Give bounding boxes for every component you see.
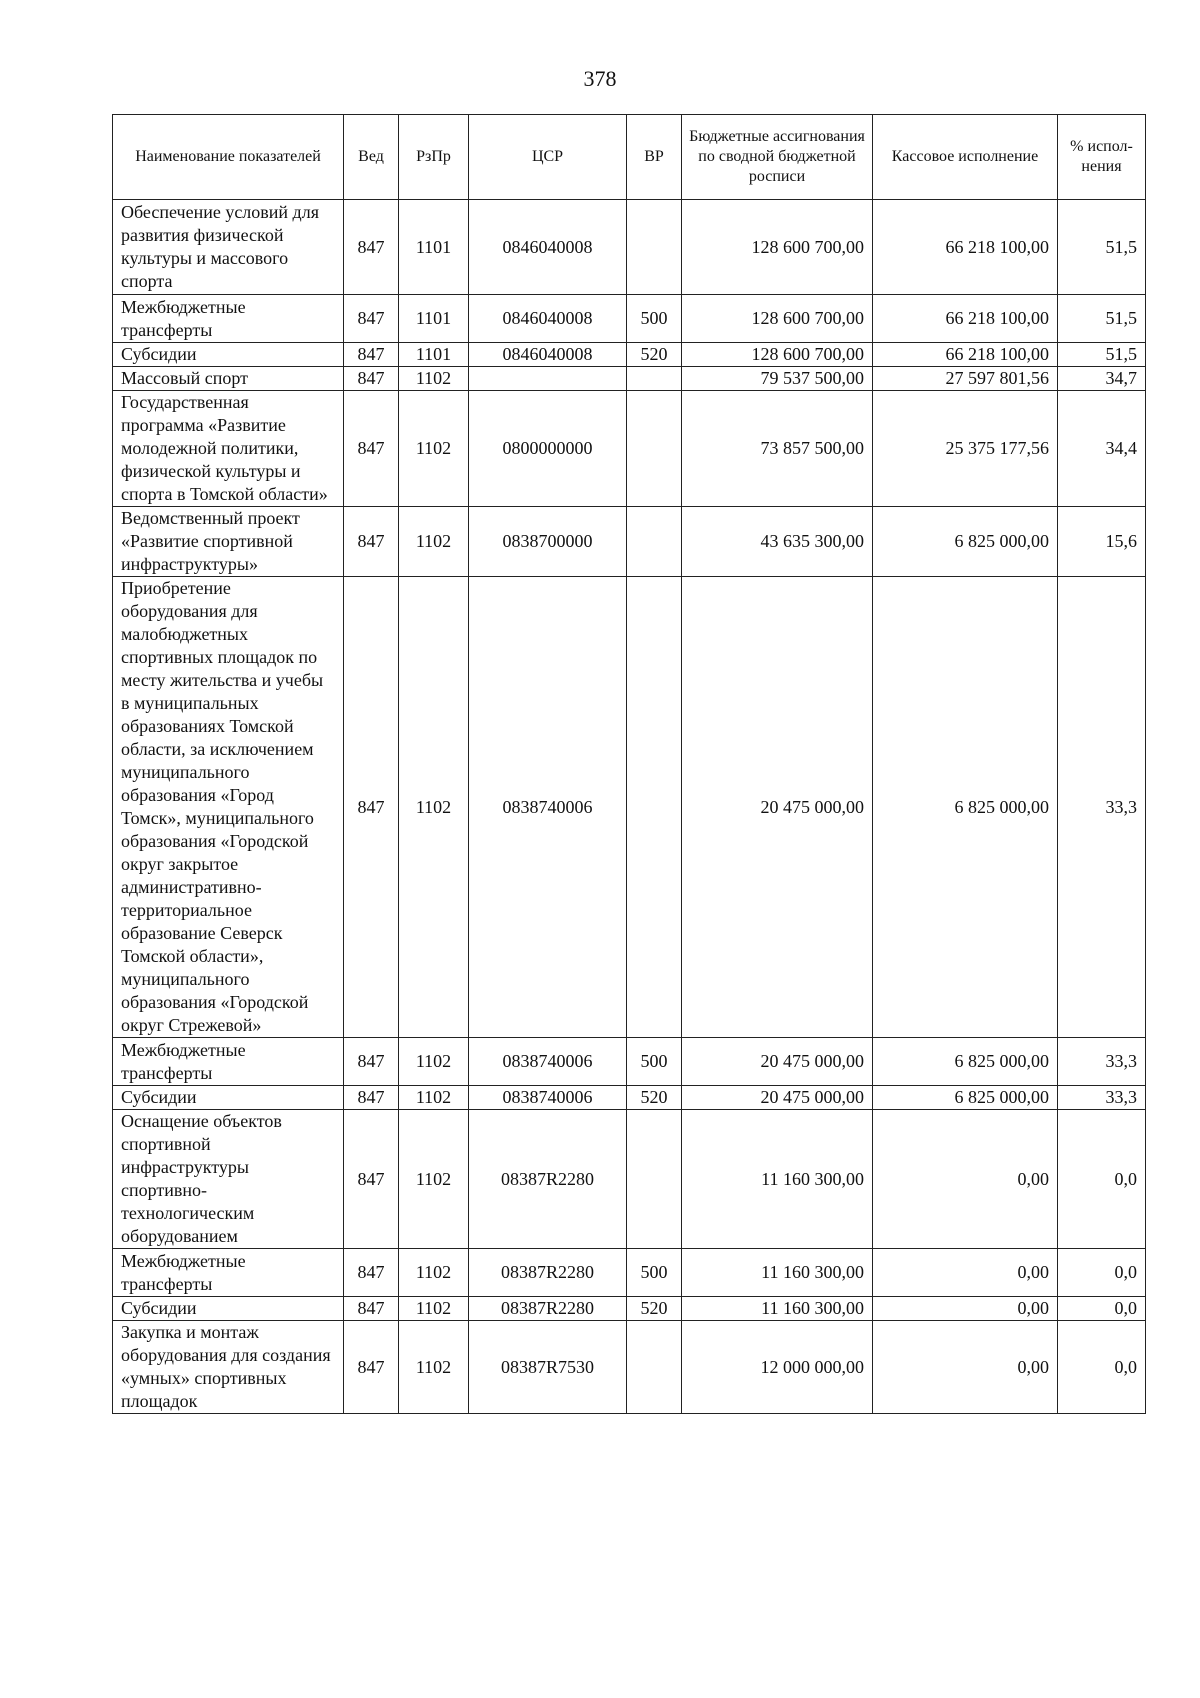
row-vr: [627, 367, 682, 391]
row-percent: 51,5: [1058, 200, 1146, 295]
row-percent: 33,3: [1058, 577, 1146, 1038]
table-row: [113, 1297, 1146, 1321]
row-budget: 128 600 700,00: [682, 295, 873, 343]
row-name: Межбюджетные трансферты: [113, 295, 344, 343]
row-rzpr: 1101: [399, 200, 469, 295]
table-row: [113, 367, 1146, 391]
row-rzpr: 1102: [399, 1297, 469, 1321]
row-ved: 847: [344, 1249, 399, 1297]
row-vr: 500: [627, 295, 682, 343]
row-percent: 33,3: [1058, 1086, 1146, 1110]
row-vr: [627, 391, 682, 507]
row-name: Оснащение объектов спортивной инфраструктуры спортивно-технологическим оборудованием: [113, 1110, 344, 1249]
header-budget: Бюджетные ассигнования по сводной бюджетной росписи: [682, 115, 873, 200]
row-name: Субсидии: [113, 1297, 344, 1321]
row-vr: 520: [627, 343, 682, 367]
row-vr: [627, 1110, 682, 1249]
header-name: Наименование показателей: [113, 115, 344, 200]
row-cash: 0,00: [873, 1110, 1058, 1249]
row-percent: 0,0: [1058, 1321, 1146, 1414]
table-row: [113, 507, 1146, 577]
row-csr: 0846040008: [469, 295, 627, 343]
row-cash: 0,00: [873, 1249, 1058, 1297]
row-csr: 0838740006: [469, 1038, 627, 1086]
row-budget: 73 857 500,00: [682, 391, 873, 507]
row-budget: 128 600 700,00: [682, 343, 873, 367]
row-ved: 847: [344, 1086, 399, 1110]
row-budget: 128 600 700,00: [682, 200, 873, 295]
row-vr: 520: [627, 1297, 682, 1321]
row-name: Приобретение оборудования для малобюджетных спортивных площадок по месту жительства и учебы в муниципальных образованиях Томской области, за исключением муниципального образования «Город Томск», муниципального образования «Городской округ закрытое административно-территориальное образование Северск Томской области», муниципального образования «Городской округ Стрежевой»: [113, 577, 344, 1038]
row-name: Государственная программа «Развитие молодежной политики, физической культуры и спорта в Томской области»: [113, 391, 344, 507]
row-budget: 20 475 000,00: [682, 1038, 873, 1086]
row-vr: 500: [627, 1249, 682, 1297]
row-name: Закупка и монтаж оборудования для создания «умных» спортивных площадок: [113, 1321, 344, 1414]
row-budget: 11 160 300,00: [682, 1297, 873, 1321]
header-ved: Вед: [344, 115, 399, 200]
header-rzpr: РзПр: [399, 115, 469, 200]
row-name: Межбюджетные трансферты: [113, 1249, 344, 1297]
row-cash: 6 825 000,00: [873, 577, 1058, 1038]
row-ved: 847: [344, 1038, 399, 1086]
row-csr: 08387R2280: [469, 1110, 627, 1249]
row-rzpr: 1102: [399, 1321, 469, 1414]
table-row: [113, 1110, 1146, 1249]
row-percent: 0,0: [1058, 1297, 1146, 1321]
row-budget: 20 475 000,00: [682, 577, 873, 1038]
row-budget: 43 635 300,00: [682, 507, 873, 577]
row-percent: 34,4: [1058, 391, 1146, 507]
row-vr: [627, 507, 682, 577]
row-cash: 66 218 100,00: [873, 343, 1058, 367]
row-rzpr: 1102: [399, 577, 469, 1038]
header-percent: % испол-нения: [1058, 115, 1146, 200]
row-csr: 08387R2280: [469, 1297, 627, 1321]
row-rzpr: 1102: [399, 367, 469, 391]
row-rzpr: 1102: [399, 1038, 469, 1086]
row-vr: [627, 1321, 682, 1414]
row-csr: 0838700000: [469, 507, 627, 577]
row-vr: [627, 577, 682, 1038]
row-rzpr: 1101: [399, 295, 469, 343]
table-row: [113, 1038, 1146, 1086]
table-row: [113, 391, 1146, 507]
table-row: [113, 1249, 1146, 1297]
table-row: [113, 1321, 1146, 1414]
table-row: [113, 1086, 1146, 1110]
row-name: Обеспечение условий для развития физической культуры и массового спорта: [113, 200, 344, 295]
row-budget: 20 475 000,00: [682, 1086, 873, 1110]
row-ved: 847: [344, 577, 399, 1038]
row-ved: 847: [344, 1321, 399, 1414]
row-csr: 0846040008: [469, 343, 627, 367]
row-ved: 847: [344, 507, 399, 577]
row-budget: 11 160 300,00: [682, 1249, 873, 1297]
row-rzpr: 1102: [399, 1110, 469, 1249]
row-ved: 847: [344, 1110, 399, 1249]
row-cash: 25 375 177,56: [873, 391, 1058, 507]
row-cash: 6 825 000,00: [873, 1038, 1058, 1086]
table-row: [113, 343, 1146, 367]
row-rzpr: 1102: [399, 1086, 469, 1110]
row-cash: 6 825 000,00: [873, 1086, 1058, 1110]
row-budget: 79 537 500,00: [682, 367, 873, 391]
row-percent: 51,5: [1058, 343, 1146, 367]
row-cash: 27 597 801,56: [873, 367, 1058, 391]
row-csr: 0838740006: [469, 1086, 627, 1110]
header-row: [113, 115, 1146, 200]
row-csr: 08387R2280: [469, 1249, 627, 1297]
row-csr: [469, 367, 627, 391]
row-rzpr: 1102: [399, 391, 469, 507]
row-name: Субсидии: [113, 1086, 344, 1110]
row-ved: 847: [344, 343, 399, 367]
row-ved: 847: [344, 295, 399, 343]
row-rzpr: 1102: [399, 1249, 469, 1297]
row-csr: 0838740006: [469, 577, 627, 1038]
table-row: [113, 200, 1146, 295]
row-percent: 34,7: [1058, 367, 1146, 391]
row-budget: 12 000 000,00: [682, 1321, 873, 1414]
row-name: Субсидии: [113, 343, 344, 367]
row-vr: 500: [627, 1038, 682, 1086]
row-csr: 0800000000: [469, 391, 627, 507]
budget-table: [112, 114, 1146, 1414]
row-cash: 6 825 000,00: [873, 507, 1058, 577]
row-percent: 15,6: [1058, 507, 1146, 577]
row-cash: 66 218 100,00: [873, 295, 1058, 343]
row-vr: 520: [627, 1086, 682, 1110]
header-vr: ВР: [627, 115, 682, 200]
row-csr: 08387R7530: [469, 1321, 627, 1414]
row-name: Межбюджетные трансферты: [113, 1038, 344, 1086]
row-ved: 847: [344, 1297, 399, 1321]
row-name: Ведомственный проект «Развитие спортивной инфраструктуры»: [113, 507, 344, 577]
row-percent: 0,0: [1058, 1249, 1146, 1297]
row-ved: 847: [344, 367, 399, 391]
row-ved: 847: [344, 391, 399, 507]
row-percent: 51,5: [1058, 295, 1146, 343]
row-ved: 847: [344, 200, 399, 295]
row-csr: 0846040008: [469, 200, 627, 295]
row-vr: [627, 200, 682, 295]
row-rzpr: 1101: [399, 343, 469, 367]
table-row: [113, 577, 1146, 1038]
row-percent: 0,0: [1058, 1110, 1146, 1249]
header-cash: Кассовое исполнение: [873, 115, 1058, 200]
page-number: 378: [583, 66, 617, 91]
row-name: Массовый спорт: [113, 367, 344, 391]
header-csr: ЦСР: [469, 115, 627, 200]
row-budget: 11 160 300,00: [682, 1110, 873, 1249]
row-cash: 0,00: [873, 1297, 1058, 1321]
table-row: [113, 295, 1146, 343]
row-percent: 33,3: [1058, 1038, 1146, 1086]
row-cash: 0,00: [873, 1321, 1058, 1414]
row-rzpr: 1102: [399, 507, 469, 577]
row-cash: 66 218 100,00: [873, 200, 1058, 295]
